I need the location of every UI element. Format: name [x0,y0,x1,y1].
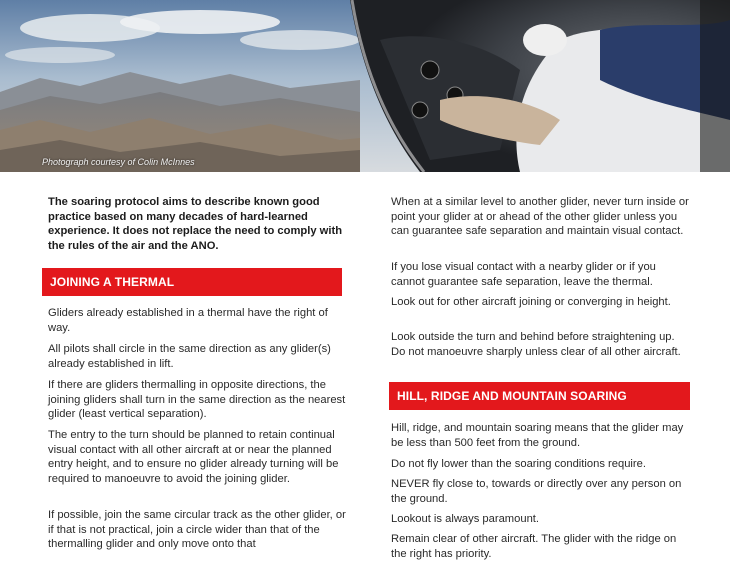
paragraph: Look outside the turn and behind before straightening up. Do not manoeuvre sharply unless clear of all other aircraft. [391,331,681,358]
section-heading-joining-thermal: JOINING A THERMAL [42,268,342,296]
paragraph: Gliders already established in a thermal have the right of way. [48,307,328,334]
paragraph: Lookout is always paramount. [391,513,540,525]
paragraph: All pilots shall circle in the same direction as any glider(s) already established in lift. [48,343,331,370]
glider-cockpit-photo [0,0,730,172]
paragraph: Look out for other aircraft joining or converging in height. [391,296,671,308]
paragraph: If there are gliders thermalling in opposite directions, the joining gliders shall turn in the same direction as the nearest glider (least vertical separation). [48,379,346,421]
paragraph: Hill, ridge, and mountain soaring means that the glider may be less than 500 feet from the ground. [391,422,684,449]
intro-text: The soaring protocol aims to describe known good practice based on many decades of hard-learned experience. It does not replace the need to comply with the rules of the air and the ANO. [48,196,343,252]
paragraph: NEVER fly close to, towards or directly over any person on the ground. [391,478,682,505]
header-photo [0,0,730,172]
paragraph: If possible, join the same circular track as the other glider, or if that is not practical, join a circle wider than that of the thermalling glider and only move onto that [48,509,346,551]
paragraph: Do not fly lower than the soaring conditions require. [391,458,646,470]
photo-caption: Photograph courtesy of Colin McInnes [42,157,195,167]
paragraph: When at a similar level to another glider, never turn inside or point your glider at or ahead of the other glider unless you can guarantee safe separation and maintain visual contact. [391,196,689,238]
section-heading-hill-ridge-mountain: HILL, RIDGE AND MOUNTAIN SOARING [389,382,690,410]
paragraph: Remain clear of other aircraft. The glider with the ridge on the right has priority. [391,533,677,560]
paragraph: The entry to the turn should be planned to retain continual visual contact with all other aircraft at or near the planned entry height, and to ensure no glider already turning will be required to manoeuvre to avoid the joining glider. [48,429,339,485]
paragraph: If you lose visual contact with a nearby glider or if you cannot guarantee safe separation, leave the thermal. [391,261,656,288]
